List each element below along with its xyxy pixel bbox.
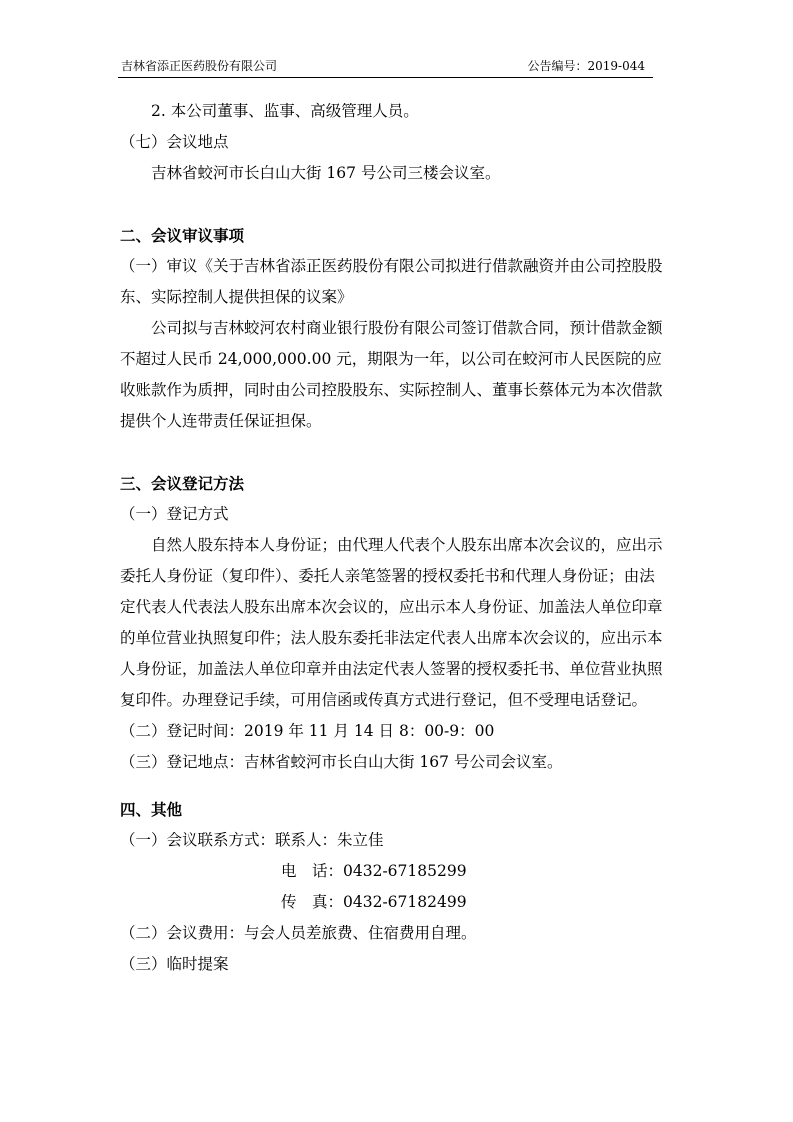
section-3-heading: 三、会议登记方法 (120, 474, 245, 493)
header-company-name: 吉林省添正医药股份有限公司 (121, 59, 278, 73)
section-3-para-line-2: 委托人身份证（复印件）、委托人亲笔签署的授权委托书和代理人身份证；由法 (120, 567, 655, 585)
section-2-heading: 二、会议审议事项 (120, 226, 245, 245)
section-4-fax: 传 真：0432-67182499 (281, 893, 467, 911)
attendee-item-2: 2. 本公司董事、监事、高级管理人员。 (151, 102, 419, 120)
section-4-fees: （二）会议费用：与会人员差旅费、住宿费用自理。 (120, 924, 477, 942)
section-3-item-3: （三）登记地点：吉林省蛟河市长白山大街 167 号公司会议室。 (120, 753, 563, 771)
section-3-para-line-1: 自然人股东持本人身份证；由代理人代表个人股东出席本次会议的，应出示 (151, 536, 663, 554)
section-2-para-line-1: 公司拟与吉林蛟河农村商业银行股份有限公司签订借款合同，预计借款金额 (151, 319, 663, 337)
section-4-proposal: （三）临时提案 (120, 955, 229, 973)
section-3-para-line-5: 人身份证，加盖法人单位印章并由法定代表人签署的授权委托书、单位营业执照 (120, 660, 663, 678)
section-4-contact: （一）会议联系方式：联系人：朱立佳 (120, 831, 384, 849)
section-3-para-line-4: 的单位营业执照复印件；法人股东委托非法定代表人出席本次会议的，应出示本 (120, 629, 663, 647)
section-3-item-1: （一）登记方式 (120, 505, 229, 523)
section-2-para-line-4: 提供个人连带责任保证担保。 (120, 412, 322, 430)
spacer (120, 437, 665, 468)
section-3-para-line-3: 定代表人代表法人股东出席本次会议的，应出示本人身份证、加盖法人单位印章 (120, 598, 663, 616)
section-3-item-2: （二）登记时间：2019 年 11 月 14 日 8：00-9：00 (120, 722, 495, 740)
header-divider (118, 77, 653, 78)
section-2-item-1-line-1: （一）审议《关于吉林省添正医药股份有限公司拟进行借款融资并由公司控股股 (120, 257, 663, 275)
spacer (120, 189, 665, 220)
document-body (120, 96, 665, 980)
section-3-para-line-6: 复印件。办理登记手续，可用信函或传真方式进行登记，但不受理电话登记。 (120, 691, 648, 709)
spacer (120, 778, 665, 794)
section-2-para-line-3: 收账款作为质押，同时由公司控股股东、实际控制人、董事长蔡体元为本次借款 (120, 381, 663, 399)
section-2-item-1-line-2: 东、实际控制人提供担保的议案》 (120, 288, 353, 306)
header-notice-number: 公告编号：2019-044 (527, 59, 645, 73)
page-header (118, 55, 653, 77)
section-4-phone: 电 话：0432-67185299 (281, 862, 467, 880)
section-2-para-line-2: 不超过人民币 24,000,000.00 元，期限为一年，以公司在蛟河市人民医院的应 (120, 350, 662, 368)
location-title: （七）会议地点 (120, 133, 229, 151)
section-4-heading: 四、其他 (120, 800, 183, 819)
location-text: 吉林省蛟河市长白山大街 167 号公司三楼会议室。 (151, 164, 501, 182)
